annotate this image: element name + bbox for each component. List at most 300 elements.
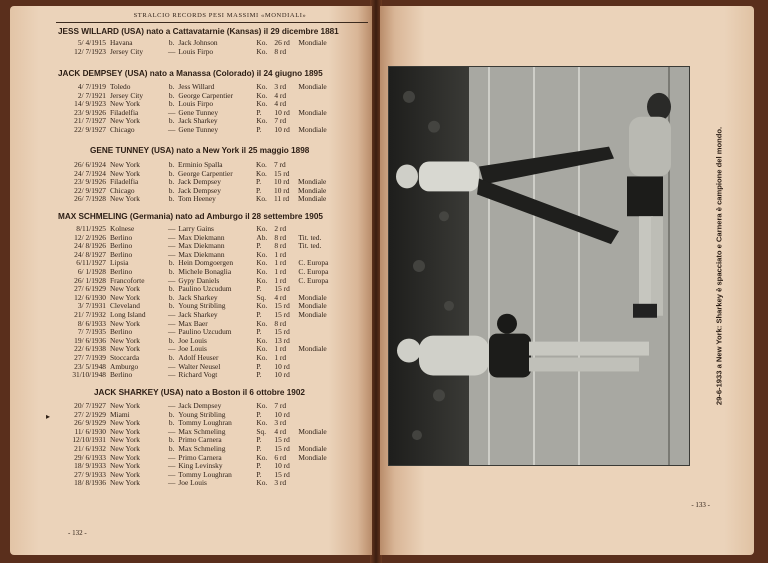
fight-place: Francoforte — [110, 275, 145, 285]
fight-note: Mondiale — [298, 194, 327, 204]
fight-rounds: 4 rd — [274, 99, 287, 109]
fight-opponent: Jess Willard — [178, 82, 215, 91]
boxing-photo-illustration — [389, 67, 689, 465]
fight-rounds: 7 rd — [274, 401, 287, 410]
fight-place: Filadelfia — [110, 107, 139, 117]
fight-opponent: Jack Dempsey — [178, 401, 222, 410]
fight-opponent: Walter Neusel — [178, 361, 221, 371]
fight-note — [298, 471, 348, 480]
fight-opponent: Jack Sharkey — [178, 309, 218, 319]
fight-method: Ko. — [256, 249, 268, 259]
fight-note: Mondiale — [298, 185, 327, 195]
fight-result: b. — [168, 301, 175, 311]
fight-result: — — [168, 370, 176, 380]
fight-method: Ko. — [256, 168, 267, 178]
fight-method: Sq. — [256, 292, 267, 302]
fight-method: Ko. — [256, 478, 268, 488]
fight-opponent: King Levinsky — [178, 461, 223, 471]
fight-result: — — [168, 224, 176, 233]
fight-rounds: 13 rd — [274, 335, 290, 345]
fight-method: P. — [256, 443, 262, 453]
header-rule — [56, 22, 368, 23]
fight-date: 20/ 7/1927 — [74, 401, 106, 410]
fight-method: Ko. — [256, 224, 268, 233]
fight-result: b. — [168, 292, 175, 302]
fight-result: b. — [168, 435, 175, 445]
fight-method: P. — [256, 124, 262, 134]
fight-result: — — [168, 461, 176, 471]
fight-place: New York — [110, 443, 140, 453]
fight-rounds: 10 rd — [274, 409, 290, 419]
fight-method: Ko. — [256, 335, 268, 345]
fight-place: New York — [110, 160, 140, 169]
fight-opponent: Hein Domgoergen — [178, 258, 234, 268]
fight-opponent: Tom Heeney — [178, 194, 216, 204]
fight-date: 19/ 6/1936 — [74, 335, 106, 345]
fight-date: 21/ 7/1927 — [74, 116, 106, 126]
fight-place: New York — [110, 461, 140, 471]
fight-rounds: 8 rd — [274, 46, 287, 56]
fight-rounds: 15 rd — [274, 327, 290, 337]
fight-place: New York — [110, 452, 140, 462]
fight-result: b. — [168, 90, 175, 100]
fight-note — [298, 402, 348, 411]
fight-row — [66, 479, 348, 488]
fight-opponent: Max Diekmann — [178, 241, 225, 251]
fight-table-willard — [66, 39, 348, 56]
fight-place: New York — [110, 478, 140, 488]
fight-place: New York — [110, 344, 140, 354]
fight-result: — — [168, 327, 176, 337]
fight-note — [298, 320, 348, 329]
fight-place: Berlino — [110, 249, 133, 259]
fight-table-tunney — [66, 161, 348, 204]
fight-date: 27/ 2/1929 — [74, 409, 106, 419]
fight-method: P. — [256, 241, 262, 251]
fight-rounds: 15 rd — [274, 301, 290, 311]
fight-rounds: 3 rd — [274, 82, 287, 91]
fight-method: P. — [256, 435, 262, 445]
fight-method: Ko. — [256, 116, 268, 126]
fight-place: Berlino — [110, 232, 133, 242]
fight-note — [298, 161, 348, 170]
fight-rounds: 10 rd — [274, 370, 290, 380]
fight-result: — — [168, 241, 176, 251]
fight-opponent: Paulino Uzcudum — [178, 284, 232, 294]
page-number-right: - 133 - — [691, 501, 710, 509]
fight-note — [298, 411, 348, 420]
fight-opponent: Max Schmeling — [178, 443, 226, 453]
fight-rounds: 1 rd — [274, 258, 287, 268]
fight-place: Miami — [110, 409, 130, 419]
fight-result: b. — [168, 443, 175, 453]
fight-method: Ko. — [256, 344, 268, 354]
fight-result: — — [168, 309, 176, 319]
running-head: STRALCIO RECORDS PESI MASSIMI «MONDIALI» — [133, 12, 307, 19]
fight-date: 27/ 9/1933 — [74, 469, 106, 479]
fight-rounds: 3 rd — [274, 418, 287, 428]
fight-rounds: 10 rd — [274, 185, 290, 195]
fight-place: New York — [110, 99, 140, 109]
fight-note: Mondiale — [298, 107, 327, 117]
fight-result: b. — [168, 418, 175, 428]
fight-opponent: George Carpentier — [178, 168, 233, 178]
fight-opponent: Erminio Spalla — [178, 160, 223, 169]
fight-opponent: Jack Dempsey — [178, 177, 221, 187]
fight-result: — — [168, 478, 176, 488]
fight-date: 27/ 7/1939 — [74, 352, 106, 362]
fight-note: Mondiale — [298, 301, 327, 311]
fight-place: Filadelfia — [110, 177, 139, 187]
section-title-tunney: GENE TUNNEY (USA) nato a New York il 25 maggio 1898 — [90, 146, 310, 155]
fight-result: — — [168, 401, 176, 410]
fight-note — [298, 462, 348, 471]
fight-result: — — [168, 124, 176, 134]
fight-date: 5/ 4/1915 — [77, 38, 106, 47]
fight-date: 21/ 7/1932 — [74, 309, 106, 319]
fight-result: b. — [168, 160, 175, 169]
fight-result: — — [168, 469, 176, 479]
fight-rounds: 7 rd — [274, 160, 286, 169]
fight-result: — — [168, 361, 176, 371]
fight-date: 14/ 9/1923 — [74, 99, 106, 109]
fight-place: Chicago — [110, 185, 135, 195]
fight-opponent: Michele Bonaglia — [178, 266, 232, 276]
fight-rounds: 3 rd — [274, 478, 287, 488]
pencil-mark: ▸ — [46, 412, 51, 421]
fight-method: P. — [256, 177, 262, 187]
fight-opponent: Richard Vogt — [178, 370, 218, 380]
fight-rounds: 7 rd — [274, 116, 287, 126]
fight-method: Ko. — [256, 266, 268, 276]
fight-place: Berlino — [110, 241, 133, 251]
fight-rounds: 15 rd — [274, 284, 290, 294]
fight-note: Mondiale — [298, 443, 327, 453]
fight-note — [298, 48, 348, 57]
fight-method: P. — [256, 409, 262, 419]
fight-date: 3/ 7/1931 — [77, 301, 106, 311]
fight-date: 18/ 9/1933 — [74, 461, 106, 471]
fight-opponent: Primo Carnera — [178, 452, 222, 462]
fight-note: Tit. ted. — [298, 241, 322, 251]
fight-date: 2/ 7/1921 — [77, 90, 106, 100]
fight-date: 6/11/1927 — [76, 258, 106, 268]
fight-place: Toledo — [110, 82, 131, 91]
fight-date: 12/ 2/1926 — [74, 232, 106, 242]
fight-place: Stoccarda — [110, 352, 140, 362]
fight-place: Kolnese — [110, 224, 135, 233]
fight-method: P. — [256, 327, 262, 337]
fight-row — [66, 328, 348, 337]
fight-result: — — [168, 344, 176, 354]
fight-method: Ko. — [256, 301, 268, 311]
fight-method: P. — [256, 185, 262, 195]
fight-note — [298, 328, 348, 337]
fight-method: P. — [256, 469, 262, 479]
fight-rounds: 15 rd — [274, 168, 290, 178]
section-title-sharkey: JACK SHARKEY (USA) nato a Boston il 6 ottobre 1902 — [94, 388, 305, 397]
fight-rounds: 1 rd — [274, 266, 287, 276]
fight-date: 12/ 6/1930 — [74, 292, 106, 302]
fight-date: 8/ 6/1933 — [77, 318, 106, 328]
fight-method: Ko. — [256, 318, 268, 328]
fight-date: 8/11/1925 — [76, 224, 106, 233]
fight-opponent: Paulino Uzcudum — [178, 327, 232, 337]
fight-method: P. — [256, 461, 262, 471]
fight-result: — — [168, 249, 176, 259]
fight-method: Ko. — [256, 418, 268, 428]
fight-result: — — [168, 46, 176, 56]
fight-place: New York — [110, 116, 140, 126]
fight-result: b. — [168, 352, 175, 362]
fight-method: P. — [256, 370, 262, 380]
fight-result: b. — [168, 185, 175, 195]
fight-place: New York — [110, 435, 140, 445]
fight-rounds: 4 rd — [274, 292, 287, 302]
fight-result: — — [168, 107, 176, 117]
fight-note — [298, 371, 348, 380]
fight-note: Mondiale — [298, 124, 327, 134]
fight-rounds: 11 rd — [274, 194, 290, 204]
fight-method: Sq. — [256, 426, 267, 436]
fight-rounds: 15 rd — [274, 435, 290, 445]
fight-rounds: 6 rd — [274, 452, 287, 462]
fight-date: 12/ 7/1923 — [74, 46, 106, 56]
page-number-left: - 132 - — [68, 529, 87, 537]
fight-result: b. — [168, 335, 175, 345]
fight-note: Mondiale — [298, 309, 327, 319]
fight-note: Mondiale — [298, 452, 327, 462]
fight-note — [298, 479, 348, 488]
fight-rounds: 8 rd — [274, 318, 287, 328]
fight-date: 24/ 7/1924 — [74, 168, 106, 178]
fight-result: b. — [168, 38, 175, 47]
fight-date: 23/ 5/1948 — [74, 361, 106, 371]
fight-date: 29/ 6/1933 — [74, 452, 106, 462]
fight-note: Mondiale — [298, 426, 327, 436]
fight-opponent: Jack Dempsey — [178, 185, 221, 195]
fight-place: Long Island — [110, 309, 146, 319]
fight-rounds: 10 rd — [274, 461, 290, 471]
fight-result: b. — [168, 194, 175, 204]
fight-method: P. — [256, 309, 262, 319]
fight-place: Berlino — [110, 327, 133, 337]
fight-result: b. — [168, 177, 175, 187]
fight-result: — — [168, 452, 176, 462]
fight-opponent: George Carpentier — [178, 90, 234, 100]
fight-rounds: 1 rd — [274, 249, 287, 259]
fight-method: Ko. — [256, 82, 268, 91]
fight-method: Ko. — [256, 352, 268, 362]
fight-rounds: 26 rd — [274, 38, 290, 47]
fight-date: 4/ 7/1919 — [77, 82, 106, 91]
fight-date: 22/ 9/1927 — [74, 124, 106, 134]
fight-place: Amburgo — [110, 361, 139, 371]
fight-method: Ko. — [256, 90, 268, 100]
fight-place: New York — [110, 318, 140, 328]
fight-place: New York — [110, 168, 140, 178]
fight-date: 26/ 7/1928 — [74, 194, 106, 204]
fight-result: — — [168, 426, 176, 436]
caption-box — [708, 66, 730, 466]
fight-result: b. — [168, 284, 175, 294]
fight-rounds: 1 rd — [274, 344, 287, 354]
fight-rounds: 15 rd — [274, 443, 290, 453]
fight-rounds: 4 rd — [274, 90, 287, 100]
fight-method: Ko. — [256, 401, 268, 410]
fight-rounds: 8 rd — [274, 232, 287, 242]
fight-row — [66, 48, 348, 57]
fight-result: — — [168, 318, 176, 328]
fight-opponent: Tommy Loughran — [178, 469, 232, 479]
fight-place: Berlino — [110, 266, 133, 276]
fight-opponent: Gene Tunney — [178, 107, 219, 117]
fight-place: Berlino — [110, 370, 133, 380]
boxing-photo — [388, 66, 690, 466]
fight-row — [66, 471, 348, 480]
fight-opponent: Adolf Heuser — [178, 352, 219, 362]
fight-opponent: Young Stribling — [178, 301, 226, 311]
fight-date: 23/ 9/1926 — [74, 177, 106, 187]
fight-row — [66, 126, 348, 135]
fight-note: C. Europa — [298, 258, 329, 268]
fight-method: Ko. — [256, 258, 268, 268]
fight-rounds: 10 rd — [274, 124, 290, 134]
fight-note: Mondiale — [298, 292, 327, 302]
fight-place: New York — [110, 335, 140, 345]
fight-place: New York — [110, 469, 140, 479]
fight-note: Mondiale — [298, 344, 327, 354]
fight-date: 22/ 9/1927 — [74, 185, 106, 195]
fight-place: Havana — [110, 38, 133, 47]
fight-date: 21/ 6/1932 — [74, 443, 106, 453]
fight-place: New York — [110, 426, 140, 436]
fight-method: P. — [256, 361, 262, 371]
fight-row — [66, 371, 348, 380]
fight-rounds: 15 rd — [274, 309, 290, 319]
fight-date: 6/ 1/1928 — [77, 266, 106, 276]
section-title-dempsey: JACK DEMPSEY (USA) nato a Manassa (Colorado) il 24 giugno 1895 — [58, 69, 323, 78]
fight-method: P. — [256, 107, 262, 117]
fight-place: Cleveland — [110, 301, 140, 311]
fight-note: Mondiale — [298, 177, 327, 187]
fight-date: 27/ 6/1929 — [74, 284, 106, 294]
fight-method: Ko. — [256, 452, 268, 462]
fight-note — [298, 363, 348, 372]
fight-method: Ko. — [256, 160, 267, 169]
fight-rounds: 15 rd — [274, 469, 290, 479]
fight-place: New York — [110, 194, 140, 204]
fight-date: 18/ 8/1936 — [74, 478, 106, 488]
fight-result: b. — [168, 168, 175, 178]
fight-result: b. — [168, 258, 175, 268]
fight-place: Chicago — [110, 124, 135, 134]
fight-note — [298, 354, 348, 363]
fight-place: New York — [110, 292, 140, 302]
left-page — [10, 6, 372, 555]
fight-method: Ko. — [256, 99, 268, 109]
fight-opponent: Jack Sharkey — [178, 116, 218, 126]
fight-note: Mondiale — [298, 38, 327, 47]
fight-method: Ko. — [256, 46, 268, 56]
fight-opponent: Max Baer — [178, 318, 208, 328]
fight-row — [66, 195, 348, 204]
fight-opponent: Louis Firpo — [178, 99, 214, 109]
fight-note: C. Europa — [298, 275, 329, 285]
fight-table-dempsey — [66, 83, 348, 135]
fight-opponent: Max Schmeling — [178, 426, 226, 436]
fight-date: 7/ 7/1935 — [77, 327, 106, 337]
fight-rounds: 10 rd — [274, 107, 290, 117]
section-title-willard: JESS WILLARD (USA) nato a Cattavatarnie (Kansas) il 29 dicembre 1881 — [58, 27, 339, 36]
fight-opponent: Max Diekmann — [178, 232, 225, 242]
fight-opponent: Larry Gains — [178, 224, 214, 233]
fight-result: — — [168, 232, 176, 242]
fight-opponent: Joe Louis — [178, 478, 207, 488]
fight-result: b. — [168, 266, 175, 276]
fight-place: Lipsia — [110, 258, 129, 268]
fight-opponent: Joe Louis — [178, 344, 207, 354]
fight-date: 22/ 6/1938 — [74, 344, 106, 354]
fight-date: 31/10/1948 — [72, 370, 106, 380]
fight-method: Ab. — [256, 232, 268, 242]
fight-date: 11/ 6/1930 — [74, 426, 106, 436]
fight-method: Ko. — [256, 194, 267, 204]
fight-place: New York — [110, 401, 140, 410]
fight-date: 24/ 8/1927 — [74, 249, 106, 259]
fight-result: b. — [168, 116, 175, 126]
fight-opponent: Primo Carnera — [178, 435, 222, 445]
fight-result: — — [168, 275, 176, 285]
fight-rounds: 10 rd — [274, 177, 290, 187]
fight-rounds: 2 rd — [274, 224, 287, 233]
fight-opponent: Gypy Daniels — [178, 275, 220, 285]
fight-place: New York — [110, 284, 140, 294]
fight-date: 26/ 1/1928 — [74, 275, 106, 285]
fight-rounds: 1 rd — [274, 352, 287, 362]
fight-note — [298, 92, 348, 101]
fight-opponent: Tommy Loughran — [178, 418, 232, 428]
fight-method: P. — [256, 284, 262, 294]
fight-note: Tit. ted. — [298, 232, 322, 242]
fight-result: b. — [168, 82, 175, 91]
fight-date: 12/10/1931 — [72, 435, 106, 445]
fight-table-schmeling — [66, 225, 348, 380]
fight-opponent: Gene Tunney — [178, 124, 219, 134]
fight-rounds: 10 rd — [274, 361, 290, 371]
fight-result: b. — [168, 99, 175, 109]
fight-date: 24/ 8/1926 — [74, 241, 106, 251]
fight-opponent: Jack Sharkey — [178, 292, 218, 302]
fight-result: b. — [168, 409, 175, 419]
fight-method: Ko. — [256, 275, 268, 285]
fight-method: Ko. — [256, 38, 268, 47]
fight-place: Jersey City — [110, 90, 144, 100]
fight-place: Jersey City — [110, 46, 144, 56]
fight-table-sharkey — [66, 402, 348, 488]
fight-opponent: Joe Louis — [178, 335, 207, 345]
fight-opponent: Young Stribling — [178, 409, 226, 419]
fight-opponent: Jack Johnson — [178, 38, 218, 47]
fight-note: C. Europa — [298, 266, 329, 276]
fight-opponent: Louis Firpo — [178, 46, 214, 56]
right-page — [380, 6, 754, 555]
fight-place: New York — [110, 418, 140, 428]
fight-date: 23/ 9/1926 — [74, 107, 106, 117]
section-title-schmeling: MAX SCHMELING (Germania) nato ad Amburgo il 28 settembre 1905 — [58, 212, 323, 221]
fight-rounds: 8 rd — [274, 241, 287, 251]
fight-rounds: 1 rd — [274, 275, 287, 285]
